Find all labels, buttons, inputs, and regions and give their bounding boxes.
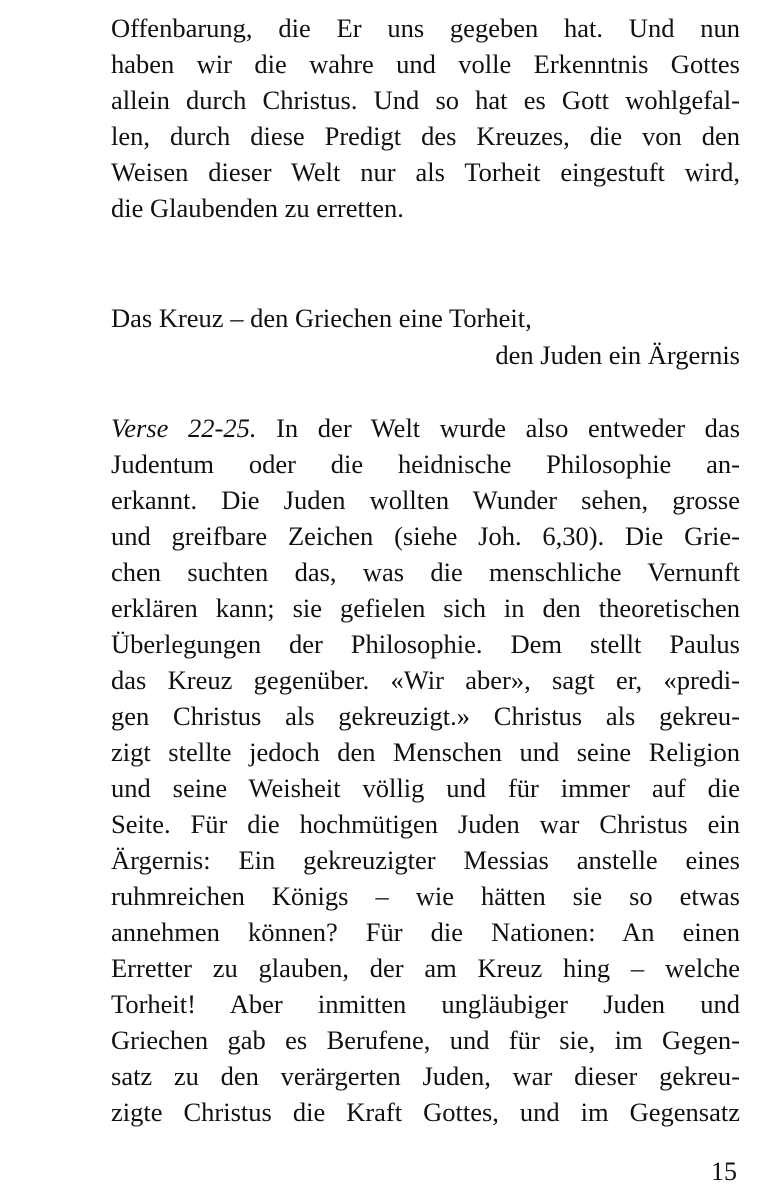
verse-reference: Verse 22-25. [111, 413, 257, 443]
paragraph-line: Erretter zu glauben, der am Kreuz hing – welche [111, 953, 740, 983]
paragraph-line: zigte Christus die Kraft Gottes, und im Gegensatz [111, 1097, 740, 1127]
paragraph-line: das Kreuz gegenüber. «Wir aber», sagt er, «predi- [111, 665, 740, 695]
heading-line-2: den Juden ein Ärgernis [495, 340, 740, 370]
paragraph-line: len, durch diese Predigt des Kreuzes, die von den [111, 121, 740, 151]
paragraph-line: Judentum oder die heidnische Philosophie an- [111, 449, 740, 479]
paragraph-line: und greifbare Zeichen (siehe Joh. 6,30). Die Grie- [111, 521, 740, 551]
paragraph-line: allein durch Christus. Und so hat es Gott wohlgefal- [111, 85, 740, 115]
page-number: 15 [711, 1157, 737, 1186]
paragraph-line: Weisen dieser Welt nur als Torheit eingestuft wird, [111, 157, 740, 187]
paragraph-line: Torheit! Aber inmitten ungläubiger Juden und [111, 989, 740, 1019]
paragraph-line: die Glaubenden zu erretten. [111, 193, 404, 223]
paragraph-line: zigt stellte jedoch den Menschen und seine Religion [111, 737, 740, 767]
paragraph-line: ruhmreichen Königs – wie hätten sie so etwas [111, 881, 740, 911]
paragraph-line: und seine Weisheit völlig und für immer auf die [111, 773, 740, 803]
paragraph-line: Überlegungen der Philosophie. Dem stellt Paulus [111, 629, 740, 659]
paragraph-line: satz zu den verärgerten Juden, war dieser gekreu- [111, 1061, 740, 1091]
paragraph-line: erkannt. Die Juden wollten Wunder sehen, grosse [111, 485, 740, 515]
paragraph-line: Ärgernis: Ein gekreuzigter Messias anstelle eines [111, 845, 740, 875]
paragraph-line: erklären kann; sie gefielen sich in den theoretischen [111, 593, 740, 623]
paragraph-line: chen suchten das, was die menschliche Vernunft [111, 557, 740, 587]
first-line-text: In der Welt wurde also entweder das [276, 413, 741, 443]
paragraph-line: Offenbarung, die Er uns gegeben hat. Und nun [111, 13, 740, 43]
heading-line-1: Das Kreuz – den Griechen eine Torheit, [111, 303, 532, 333]
paragraph-line: Seite. Für die hochmütigen Juden war Christus ein [111, 809, 740, 839]
paragraph-line: annehmen können? Für die Nationen: An einen [111, 917, 740, 947]
paragraph-line: gen Christus als gekreuzigt.» Christus als gekreu- [111, 701, 740, 731]
paragraph-first-line [111, 410, 740, 446]
paragraph-line: haben wir die wahre und volle Erkenntnis Gottes [111, 49, 740, 79]
paragraph-line: Griechen gab es Berufene, und für sie, im Gegen- [111, 1025, 740, 1055]
